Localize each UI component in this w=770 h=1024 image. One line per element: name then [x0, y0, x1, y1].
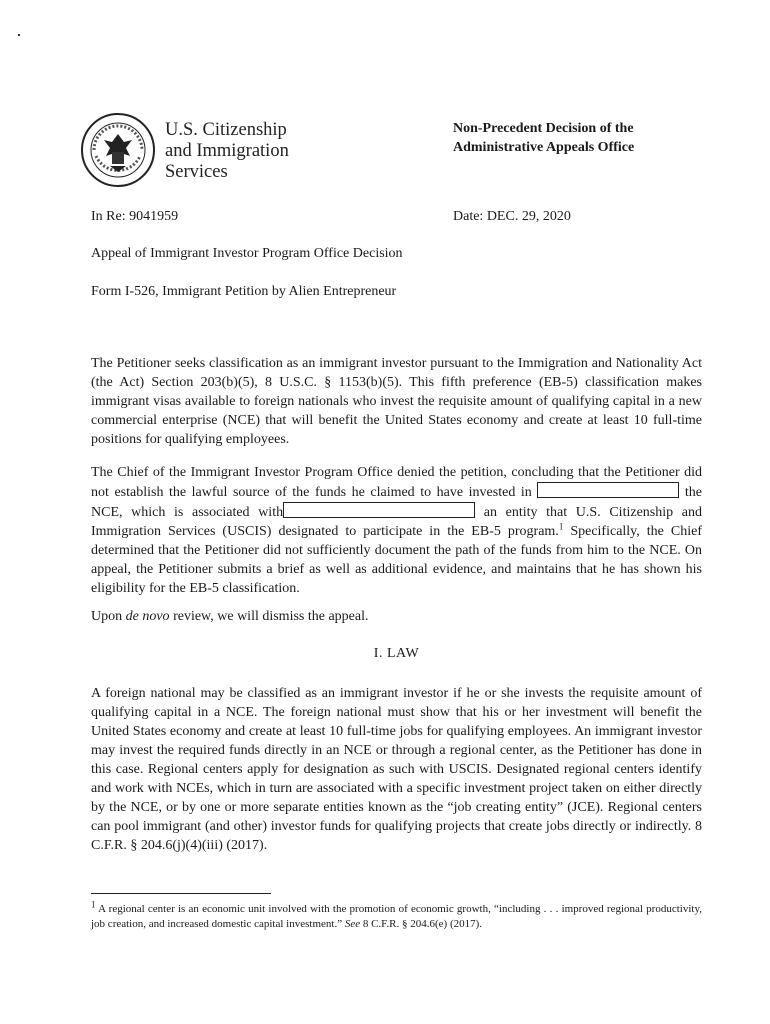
dhs-seal-icon — [80, 112, 156, 188]
section-heading: I. LAW — [373, 646, 420, 661]
form-line: Form I-526, Immigrant Petition by Alien Entrepreneur — [91, 284, 397, 299]
denial-text-c: an entity that U.S. Citizenship and Immigration Services (USCIS) designated to participate in the EB-5 program. — [91, 505, 702, 539]
review-text-b: review, we will dismiss the appeal. — [169, 609, 369, 624]
denial-text-a: The Chief of the Immigrant Investor Program Office denied the petition, concluding that the Petitioner did not establish the lawful source of the funds he claimed to have invested in — [91, 465, 702, 500]
redaction-box — [537, 482, 679, 498]
footnote-ref: 1 — [558, 521, 564, 532]
paragraph-law: A foreign national may be classified as an immigrant investor if he or she invests the requisite amount of qualifying capital in a NCE. The foreign national must show that his or her investment will benefit the United States economy and create at least 10 full-time jobs for qualifying employees. An immigrant investor may invest the required funds directly in an NCE or through a regional center, as the Petitioner has done in this case. Regional centers apply for designation as such with USCIS. Designated regional centers identify and work with NCEs, which in turn are associated with a specific investment project taken on either directly by the NCE, or by one or more separate entities known as the “job creating entity” (JCE). Regional centers can pool immigrant (and other) investor funds for qualifying projects that create jobs directly or indirectly. 8 C.F.R. § 204.6(j)(4)(iii) (2017). — [91, 686, 702, 853]
footnote-number: 1 — [91, 899, 96, 910]
footnote-divider — [91, 893, 271, 894]
review-emphasis: de novo — [125, 609, 170, 624]
denial-text-d: Specifically, the Chief determined that the Petitioner did not sufficiently document the path of the funds from him to the NCE. On appeal, the Petitioner submits a brief as well as additional evidence, and maintains that he has shown his eligibility for the EB-5 classification. — [91, 524, 702, 596]
agency-line: and Immigration — [165, 141, 289, 161]
footnote-text-a: A regional center is an economic unit involved with the promotion of economic growth, “including . . . improved regional productivity, job creation, and increased domestic capital investment.” — [91, 903, 702, 930]
review-text-a: Upon — [91, 609, 126, 624]
denial-text-b: the NCE, which is associated with — [91, 485, 703, 520]
paragraph-intro: The Petitioner seeks classification as an immigrant investor pursuant to the Immigration and Nationality Act (the Act) Section 203(b)(5), 8 U.S.C. § 1153(b)(5). This fifth preference (EB-5) classification makes immigrant visas available to foreign nationals who invest the requisite amount of qualifying capital in a new commercial enterprise (NCE) that will benefit the United States economy and create at least 10 full-time positions for qualifying employees. — [91, 356, 702, 447]
scan-speck — [18, 34, 20, 36]
footnote — [91, 899, 702, 932]
decision-line: Administrative Appeals Office — [453, 140, 635, 155]
redaction-box — [283, 502, 475, 518]
footnote-see: See — [344, 918, 361, 930]
case-number: In Re: 9041959 — [91, 209, 179, 224]
agency-line: U.S. Citizenship — [165, 120, 287, 140]
paragraph-review — [91, 607, 702, 626]
agency-line: Services — [165, 162, 228, 182]
subject-line: Appeal of Immigrant Investor Program Office Decision — [91, 246, 403, 261]
decision-line: Non-Precedent Decision of the — [453, 121, 634, 136]
agency-name — [165, 120, 289, 183]
footnote-text-b: 8 C.F.R. § 204.6(e) (2017). — [360, 918, 483, 930]
decision-date: Date: DEC. 29, 2020 — [453, 209, 571, 224]
paragraph-denial — [91, 463, 702, 598]
decision-type — [453, 119, 634, 157]
